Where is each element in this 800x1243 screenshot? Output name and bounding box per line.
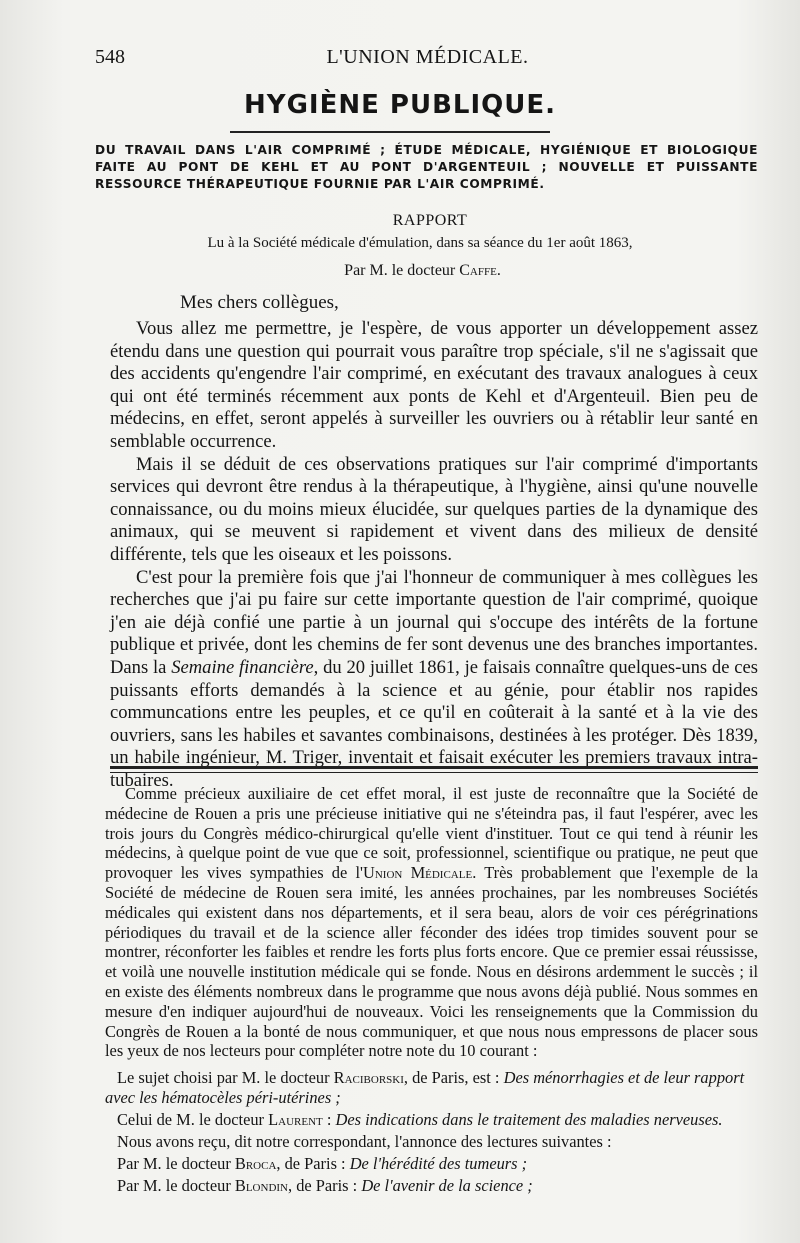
lecture-prefix: Par M. le docteur bbox=[117, 1176, 231, 1195]
report-meta: Lu à la Société médicale d'émulation, dans sa séance du 1er août 1863, bbox=[207, 235, 633, 251]
report-label: RAPPORT bbox=[392, 212, 468, 229]
lecture-origin: , de Paris, est : bbox=[403, 1068, 500, 1087]
news-start: Comme précieux auxiliaire de cet effet moral, il est juste de reconnaître que la Société de médecine de Rouen a pris une précieuse initiative qui ne s'éteindra pas, il faut l'espérer, avec les trois jours du Congrès médico-chirurgical qu'elle vient d'instituer. Tout ce qui tend à réunir les médecins, à quelque point de vue que ce soit, professionnel, scientifique ou pratique, ne peut que provoquer les vives sympathies de l' bbox=[105, 784, 758, 883]
lecture-item bbox=[105, 1154, 758, 1174]
article-subtitle: DU TRAVAIL DANS L'AIR COMPRIMÉ ; ÉTUDE MÉDICALE, HYGIÉNIQUE ET BIOLOGIQUE FAITE AU PONT DE KEHL ET AU PONT D'ARGENTEUIL ; NOUVELLE ET PUISSANTE RESSOURCE THÉRAPEUTIQUE FOURNIE PAR L'AIR COMPRIMÉ. bbox=[95, 143, 758, 191]
lecture-prefix: Celui de M. le docteur bbox=[117, 1110, 265, 1129]
separator-thin bbox=[110, 772, 758, 773]
lectures-announcement: Nous avons reçu, dit notre correspondant, l'annonce des lectures suivantes : bbox=[117, 1132, 612, 1151]
journal-title: Semaine financière bbox=[171, 656, 314, 678]
paragraph-2: Mais il se déduit de ces observations pratiques sur l'air comprimé d'importants services qui devront être rendus à la thérapeutique, à l'hygiène, ainsi qu'une nouvelle connaissance, ou du moins mieux élucidée, sur quelques parties de la dynamique des animaux, qui se meuvent si rapidement et vivent dans des milieux de densité différente, tels que les oiseaux et les poissons. bbox=[110, 453, 758, 565]
salutation: Mes chers collègues, bbox=[180, 292, 339, 313]
lecturer-name: Blondin bbox=[234, 1176, 288, 1195]
news-section bbox=[105, 784, 758, 1061]
title-rule bbox=[230, 131, 550, 133]
lecture-title: Des ménorrhagies et de leur rapport avec les hématocèles péri-utérines ; bbox=[105, 1068, 745, 1107]
author-line bbox=[0, 262, 800, 280]
lecture-prefix: Par M. le docteur bbox=[117, 1154, 231, 1173]
lecturer-name: Laurent bbox=[268, 1110, 323, 1129]
lecturer-name: Raciborski bbox=[333, 1068, 404, 1087]
page-number: 548 bbox=[95, 46, 125, 68]
lecture-origin: , de Paris : bbox=[276, 1154, 346, 1173]
lecture-item bbox=[105, 1110, 758, 1130]
news-end: . Très probablement que l'exemple de la Société de médecine de Rouen sera imité, les années prochaines, par les nombreuses Sociétés médicales qui existent dans nos départements, et il sera beau, alors de voir ces pérégrinations périodiques du travail et de la science aller féconder des idées trop timides souvent pour se montrer, réconforter les faibles et rendre les forts plus forts encore. Que ce premier essai réussisse, et voilà une nouvelle institution médicale qui se fonde. Nous en désirons ardemment le succès ; il en existe des éléments nombreux dans le programme que nous avons déjà publié. Nous sommes en mesure d'en indiquer aujourd'hui de nouveaux. Voici les renseignements que la Commission du Congrès de Rouen a la bonté de nous communiquer, et que nous nous empressons de placer sous les yeux de nos lecteurs pour compléter notre note du 10 courant : bbox=[105, 863, 758, 1061]
lecture-prefix: Le sujet choisi par M. le docteur bbox=[117, 1068, 330, 1087]
separator-thick bbox=[110, 766, 758, 769]
paragraph-3-end: , du 20 juillet 1861, je faisais connaître quelques-uns de ces puissants efforts demandés à la science et au génie, pour établir nos rapides communcations entre les peuples, et ce qu'il en coûterait à la santé et à la vie des ouvriers, sans les habiles et savantes combinaisons, destinées à les protéger. Dès 1839, un habile ingénieur, M. Triger, inventait et faisait exécuter les premiers travaux intra-tubaires. bbox=[110, 656, 758, 791]
lectures-list bbox=[105, 1068, 758, 1198]
paragraph-3 bbox=[110, 567, 758, 793]
article-body bbox=[110, 318, 758, 792]
running-head: L'UNION MÉDICALE. bbox=[326, 46, 529, 68]
author-name: Caffe. bbox=[459, 262, 501, 279]
lecture-item bbox=[105, 1068, 758, 1108]
author-prefix: Par M. le docteur bbox=[344, 262, 456, 279]
lecture-title: Des indications dans le traitement des maladies nerveuses. bbox=[335, 1110, 723, 1129]
lecturer-name: Broca bbox=[234, 1154, 277, 1173]
paragraph-1: Vous allez me permettre, je l'espère, de vous apporter un développement assez étendu dans une question qui pourrait vous paraître trop spéciale, s'il ne s'agissait que des accidents qu'engendre l'air comprimé, en exécutant des travaux analogues à ceux qui ont été terminés récemment aux ponts de Kehl et d'Argenteuil. Bien peu de médecins, en effet, seront appelés à surveiller les ouvriers ou à rétablir leur santé en semblable occurrence. bbox=[110, 318, 758, 452]
union-medicale-name: Union Médicale bbox=[363, 863, 473, 883]
lecture-title: De l'hérédité des tumeurs ; bbox=[349, 1154, 528, 1173]
lecture-item bbox=[105, 1176, 758, 1196]
page-header bbox=[95, 40, 760, 70]
section-title: HYGIÈNE PUBLIQUE. bbox=[243, 90, 556, 120]
lecture-origin: , de Paris : bbox=[288, 1176, 358, 1195]
paragraph-3-start: C'est pour la première fois que j'ai l'honneur de communiquer à mes collègues les recherches que j'ai pu faire sur cette importante question de l'air comprimé, quoique j'en aie déjà confié une partie à un journal qui s'occupe des intérêts de la fortune publique et privée, dont les chemins de fer sont devenus une des branches importantes. Dans la bbox=[110, 566, 758, 678]
news-paragraph bbox=[105, 784, 758, 1061]
lecture-title: De l'avenir de la science ; bbox=[361, 1176, 533, 1195]
lecture-origin: : bbox=[322, 1110, 332, 1129]
